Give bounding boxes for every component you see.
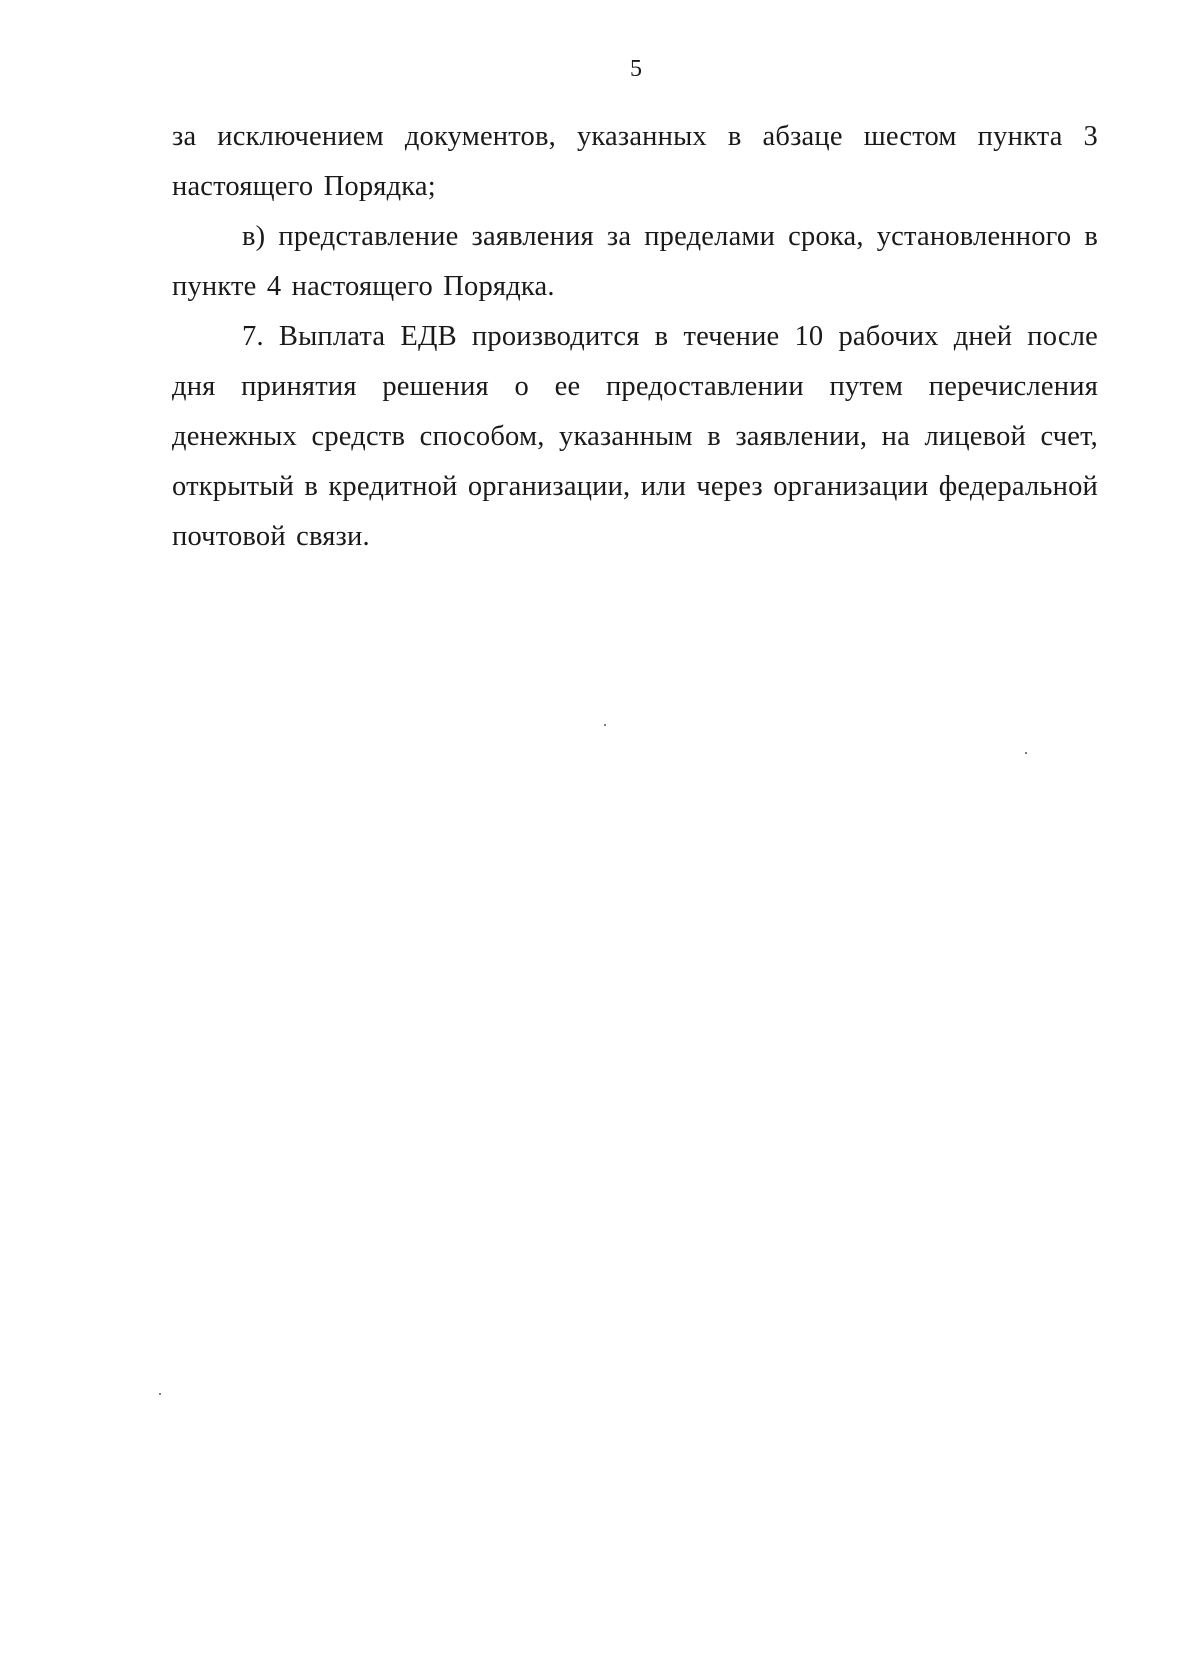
paragraph-subitem-v: в) представление заявления за пределами срока, установленного в пункте 4 настоящего Порядка. bbox=[172, 221, 1098, 302]
page-number: 5 bbox=[630, 56, 642, 82]
paragraph-item-7: 7. Выплата ЕДВ производится в течение 10 рабочих дней после дня принятия решения о ее предоставлении путем перечисления денежных средств способом, указанным в заявлении, на лицевой счет, открытый в кредитной организации, или через организации федеральной почтовой связи. bbox=[172, 321, 1098, 552]
scan-speck bbox=[604, 724, 606, 726]
scan-speck bbox=[159, 1393, 161, 1395]
paragraph-continuation: за исключением документов, указанных в абзаце шестом пункта 3 настоящего Порядка; bbox=[172, 121, 1098, 202]
scan-speck bbox=[1025, 752, 1027, 754]
document-body bbox=[172, 112, 1098, 562]
